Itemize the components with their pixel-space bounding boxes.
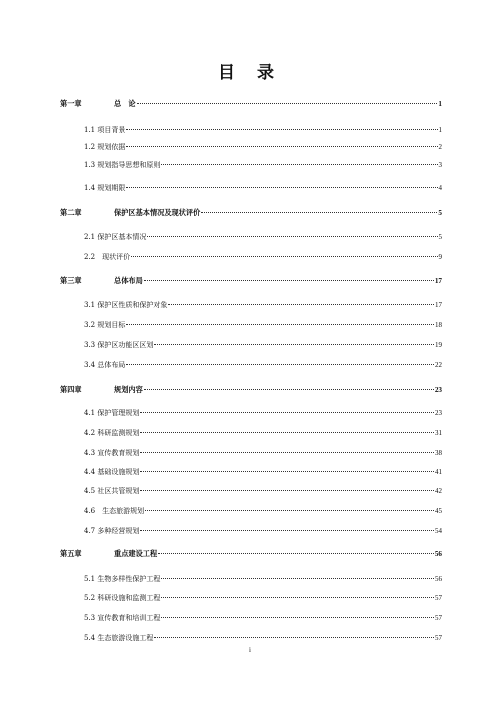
dot-leader bbox=[154, 637, 434, 638]
toc-page-number: 57 bbox=[435, 614, 442, 622]
toc-entry-row[interactable] bbox=[84, 299, 442, 311]
chapter-title: 重点建设工程 bbox=[114, 549, 158, 558]
dot-leader bbox=[145, 510, 434, 511]
toc-entry-row[interactable] bbox=[84, 592, 442, 604]
chapter-number: 第五章 bbox=[60, 549, 82, 558]
toc-page-number: 1 bbox=[438, 126, 442, 134]
toc-label: 1.2 规划依据 bbox=[84, 143, 126, 151]
toc-label: 2.2 现状评价 bbox=[84, 253, 131, 261]
toc-page-number: 2 bbox=[438, 143, 442, 151]
dot-leader bbox=[140, 452, 434, 453]
dot-leader bbox=[201, 212, 437, 213]
toc-label: 4.4 基础设施规划 bbox=[84, 468, 140, 476]
dot-leader bbox=[126, 324, 434, 325]
toc-page-number: 4 bbox=[438, 184, 442, 192]
toc-page-number: 57 bbox=[435, 634, 442, 642]
dot-leader bbox=[126, 364, 434, 365]
chapter-number: 第一章 bbox=[60, 99, 82, 108]
toc-page-number: 31 bbox=[435, 429, 442, 437]
toc-label: 5.2 科研设施和监测工程 bbox=[84, 594, 161, 602]
toc-label bbox=[60, 275, 143, 287]
dot-leader bbox=[161, 578, 434, 579]
dot-leader bbox=[144, 280, 434, 281]
toc-page-number: 38 bbox=[435, 449, 442, 457]
dot-leader bbox=[147, 236, 437, 237]
dot-leader bbox=[140, 471, 434, 472]
toc-label: 1.1 项目背景 bbox=[84, 126, 126, 134]
toc-label: 4.3 宣传教育规划 bbox=[84, 449, 140, 457]
toc-label: 2.1 保护区基本情况 bbox=[84, 233, 147, 241]
dot-leader bbox=[161, 164, 437, 165]
chapter-title: 规划内容 bbox=[114, 385, 143, 394]
toc-label: 4.7 多种经营规划 bbox=[84, 527, 140, 535]
toc-page-number: 57 bbox=[435, 594, 442, 602]
toc-entry-row[interactable] bbox=[84, 427, 442, 439]
toc-page-number: 5 bbox=[438, 233, 442, 241]
toc-label: 1.3 规划指导思想和原则 bbox=[84, 161, 161, 169]
chapter-number: 第二章 bbox=[60, 208, 82, 217]
dot-leader bbox=[161, 617, 434, 618]
toc-chapter-row[interactable] bbox=[60, 98, 442, 110]
dot-leader bbox=[140, 432, 434, 433]
toc-label: 5.3 宣传教育和培训工程 bbox=[84, 614, 161, 622]
toc-entry-row[interactable] bbox=[84, 573, 442, 585]
dot-leader bbox=[131, 256, 437, 257]
toc-page-number: 3 bbox=[438, 161, 442, 169]
dot-leader bbox=[126, 187, 437, 188]
toc-entry-row[interactable] bbox=[84, 339, 442, 351]
dot-leader bbox=[126, 146, 437, 147]
dot-leader bbox=[126, 129, 437, 130]
toc-entry-row[interactable] bbox=[84, 182, 442, 194]
toc-label: 3.1 保护区性质和保护对象 bbox=[84, 301, 168, 309]
toc-page-number: 5 bbox=[438, 209, 442, 217]
toc-chapter-row[interactable] bbox=[60, 207, 442, 219]
toc-entry-row[interactable] bbox=[84, 525, 442, 537]
toc-page-number: 17 bbox=[434, 277, 442, 285]
toc-page-number: 23 bbox=[435, 409, 442, 417]
toc-page-number: 9 bbox=[438, 253, 442, 261]
toc-entry-row[interactable] bbox=[84, 466, 442, 478]
dot-leader bbox=[137, 103, 438, 104]
dot-leader bbox=[140, 412, 434, 413]
toc-entry-row[interactable] bbox=[84, 505, 442, 517]
chapter-number: 第三章 bbox=[60, 276, 82, 285]
toc-chapter-row[interactable] bbox=[60, 548, 442, 560]
toc-entry-row[interactable] bbox=[84, 319, 442, 331]
toc-chapter-row[interactable] bbox=[60, 384, 442, 396]
dot-leader bbox=[158, 553, 434, 554]
toc-page-number: 1 bbox=[438, 100, 442, 108]
dot-leader bbox=[144, 389, 434, 390]
toc-chapter-row[interactable] bbox=[60, 275, 442, 287]
toc-entry-row[interactable] bbox=[84, 447, 442, 459]
toc-page-number: 54 bbox=[435, 527, 442, 535]
toc-label: 4.2 科研监测规划 bbox=[84, 429, 140, 437]
toc-label: 4.5 社区共管规划 bbox=[84, 487, 140, 495]
chapter-title: 保护区基本情况及现状评价 bbox=[114, 208, 201, 217]
toc-label bbox=[60, 384, 143, 396]
chapter-title: 总体布局 bbox=[114, 276, 143, 285]
toc-page-number: 56 bbox=[434, 550, 442, 558]
page-number-footer: i bbox=[249, 646, 251, 654]
chapter-number: 第四章 bbox=[60, 385, 82, 394]
toc-label: 3.2 规划目标 bbox=[84, 321, 126, 329]
toc-entry-row[interactable] bbox=[84, 251, 442, 263]
toc-entry-row[interactable] bbox=[84, 124, 442, 136]
toc-page-number: 41 bbox=[435, 468, 442, 476]
toc-label: 1.4 规划期限 bbox=[84, 184, 126, 192]
toc-page-number: 45 bbox=[435, 507, 442, 515]
toc-entry-row[interactable] bbox=[84, 231, 442, 243]
toc-page-number: 22 bbox=[435, 361, 442, 369]
toc-entry-row[interactable] bbox=[84, 141, 442, 153]
toc-label bbox=[60, 548, 157, 560]
dot-leader bbox=[168, 304, 434, 305]
toc-entry-row[interactable] bbox=[84, 359, 442, 371]
dot-leader bbox=[140, 530, 434, 531]
toc-page-number: 18 bbox=[435, 321, 442, 329]
toc-label: 4.6 生态旅游规划 bbox=[84, 507, 145, 515]
toc-entry-row[interactable] bbox=[84, 632, 442, 644]
toc-page-number: 23 bbox=[434, 386, 442, 394]
toc-entry-row[interactable] bbox=[84, 159, 442, 171]
toc-entry-row[interactable] bbox=[84, 407, 442, 419]
dot-leader bbox=[154, 344, 434, 345]
dot-leader bbox=[140, 490, 434, 491]
toc-label: 3.4 总体布局 bbox=[84, 361, 126, 369]
toc-label: 3.3 保护区功能区区划 bbox=[84, 341, 154, 349]
toc-label: 4.1 保护管理规划 bbox=[84, 409, 140, 417]
toc-page-number: 56 bbox=[435, 575, 442, 583]
toc-page-number: 42 bbox=[435, 487, 442, 495]
chapter-title: 总 论 bbox=[114, 99, 136, 108]
toc-label: 5.1 生物多样性保护工程 bbox=[84, 575, 161, 583]
toc-label: 5.4 生态旅游设施工程 bbox=[84, 634, 154, 642]
toc-entry-row[interactable] bbox=[84, 612, 442, 624]
toc-label bbox=[60, 98, 136, 110]
page-title: 目 录 bbox=[218, 63, 282, 83]
toc-label bbox=[60, 207, 200, 219]
toc-page-number: 17 bbox=[435, 301, 442, 309]
toc-page-number: 19 bbox=[435, 341, 442, 349]
dot-leader bbox=[161, 597, 434, 598]
toc-entry-row[interactable] bbox=[84, 485, 442, 497]
